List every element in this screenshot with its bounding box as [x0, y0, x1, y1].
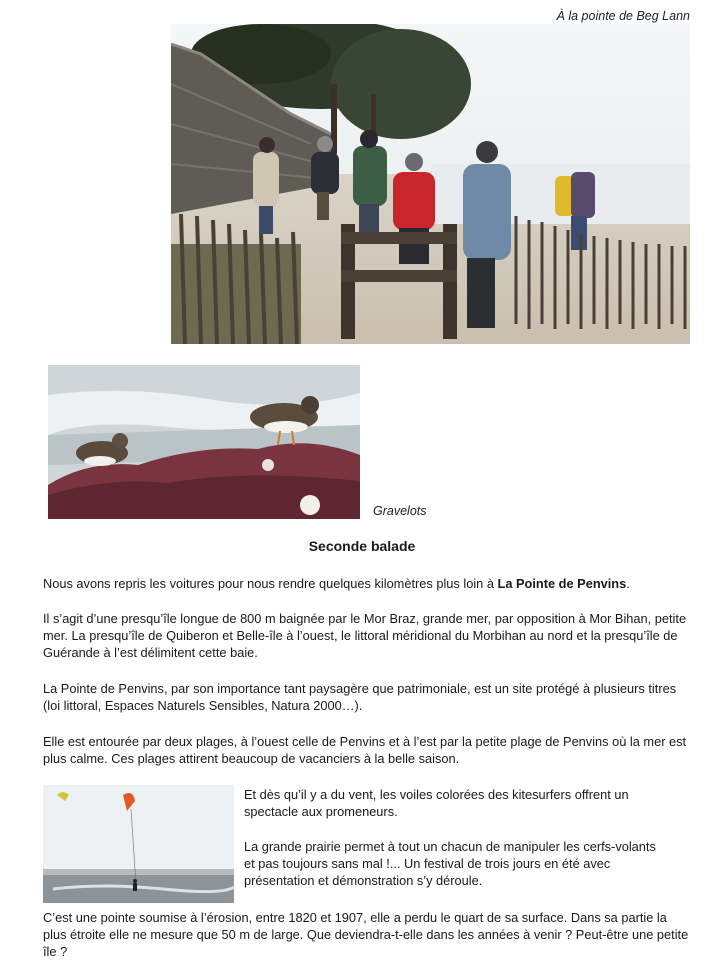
paragraph-kites-festival: La grande prairie permet à tout un chacun de manipuler les cerfs-volants et pas toujours sans mal !... Un festival de trois jours en été avec présentation et démonstration s’y déroule.: [244, 839, 656, 888]
paragraph-intro-text: Nous avons repris les voitures pour nous rendre quelques kilomètres plus loin à: [43, 576, 498, 591]
photo-caption-gravelots: Gravelots: [373, 504, 427, 518]
photo-birds: [48, 365, 360, 519]
photo-walkers: [171, 24, 690, 344]
paragraph-presquile: Il s’agit d’une presqu’île longue de 800 m baignée par le Mor Braz, grande mer, par opposition à Mor Bihan, petite mer. La presqu’île de Quiberon et Belle-île à l’ouest, le littoral méridional du Morbihan au nord et la presqu’île de Guérande à l’est délimitent cette baie.: [43, 611, 687, 660]
paragraph-protected-site: La Pointe de Penvins, par son importance tant paysagère que patrimoniale, est un site protégé à plusieurs titres (loi littoral, Espaces Naturels Sensibles, Natura 2000…).: [43, 681, 677, 713]
photo-kitesurf: [43, 785, 234, 903]
paragraph-erosion: C’est une pointe soumise à l’érosion, entre 1820 et 1907, elle a perdu le quart de sa surface. Dans sa partie la plus étroite elle ne mesure que 50 m de large. Que deviendra-t-elle dans les années à venir ? Peut-être une petite île ?: [43, 910, 689, 959]
photo-caption-beg-lann: À la pointe de Beg Lann: [556, 9, 690, 23]
paragraph-beaches: Elle est entourée par deux plages, à l’ouest celle de Penvins et à l’est par la petite plage de Penvins où la mer est plus calme. Ces plages attirent beaucoup de vacanciers à la belle saison.: [43, 734, 687, 766]
section-title: Seconde balade: [308, 538, 416, 554]
place-name-penvins: La Pointe de Penvins: [497, 576, 627, 591]
paragraph-kitesurfers: Et dès qu’il y a du vent, les voiles colorées des kitesurfers offrent un spectacle aux promeneurs.: [244, 787, 629, 819]
paragraph-intro: [43, 575, 693, 592]
paragraph-intro-end: .: [626, 576, 630, 591]
